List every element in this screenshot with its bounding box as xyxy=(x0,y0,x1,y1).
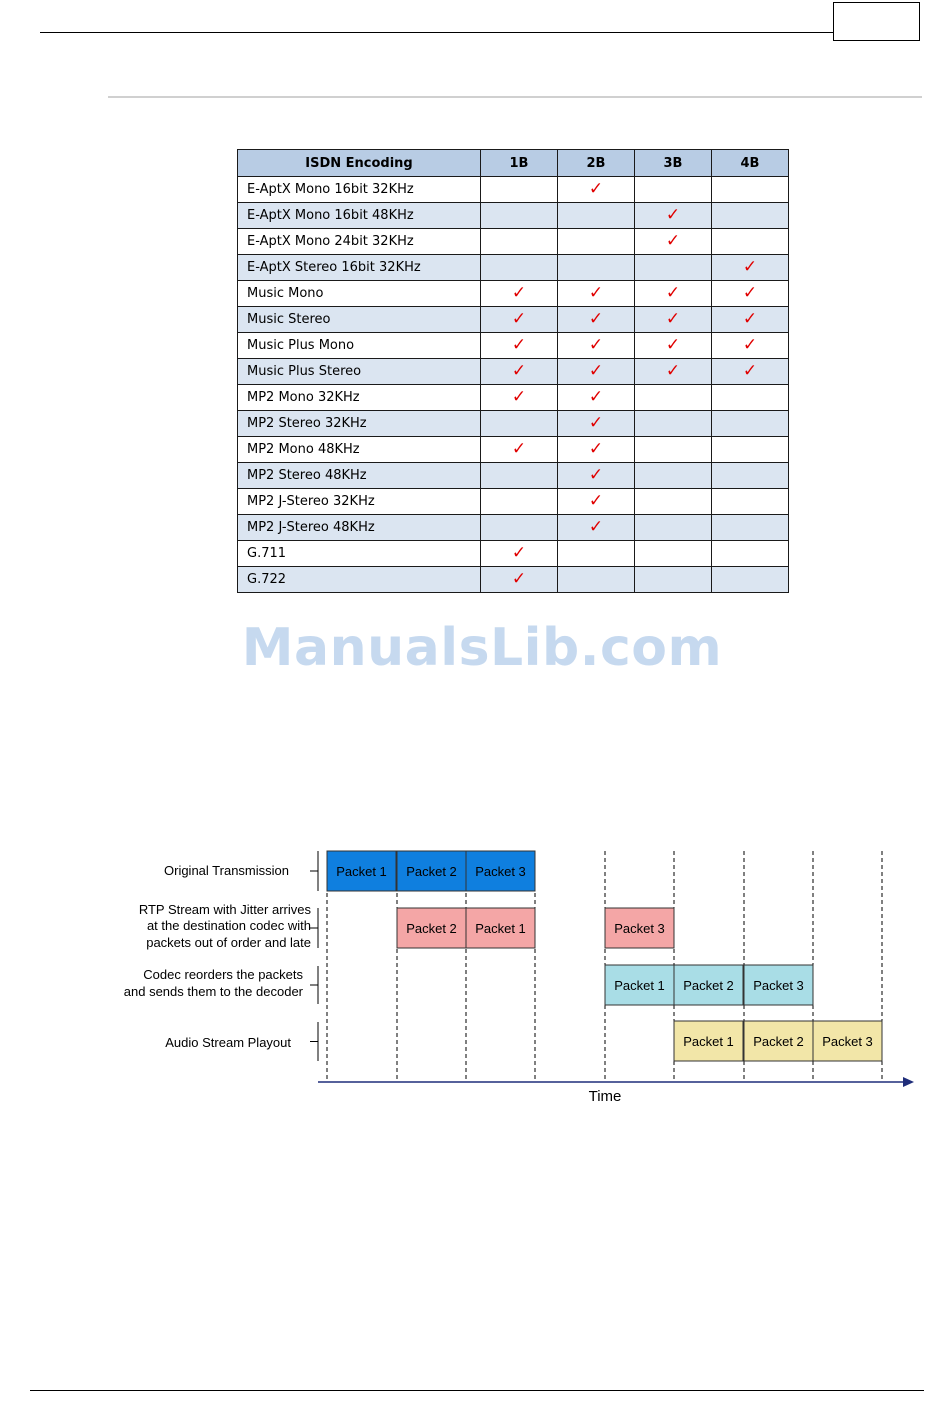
encoding-name: MP2 Stereo 32KHz xyxy=(238,411,481,437)
check-icon: ✓ xyxy=(588,491,604,511)
encoding-name: E-AptX Mono 16bit 48KHz xyxy=(238,203,481,229)
check-icon: ✓ xyxy=(588,517,604,537)
check-icon: ✓ xyxy=(742,309,758,329)
time-axis-arrow-icon xyxy=(903,1077,914,1087)
check-icon: ✓ xyxy=(742,361,758,381)
diagram-row-label: Audio Stream Playout xyxy=(165,1035,291,1050)
check-icon: ✓ xyxy=(588,309,604,329)
check-icon: ✓ xyxy=(742,257,758,277)
encoding-name: MP2 Stereo 48KHz xyxy=(238,463,481,489)
check-icon: ✓ xyxy=(588,387,604,407)
check-icon: ✓ xyxy=(588,439,604,459)
packet-label: Packet 2 xyxy=(753,1034,804,1049)
packet-label: Packet 1 xyxy=(475,921,526,936)
diagram-row-label: packets out of order and late xyxy=(146,935,311,950)
check-icon: ✓ xyxy=(588,283,604,303)
check-icon: ✓ xyxy=(588,465,604,485)
packet-label: Packet 3 xyxy=(475,864,526,879)
packet-label: Packet 1 xyxy=(614,978,665,993)
diagram-row-label: Codec reorders the packets xyxy=(143,967,303,982)
packet-label: Packet 1 xyxy=(683,1034,734,1049)
encoding-name: Music Stereo xyxy=(238,307,481,333)
check-icon: ✓ xyxy=(511,335,527,355)
check-icon: ✓ xyxy=(511,361,527,381)
diagram-row-label: Original Transmission xyxy=(164,863,289,878)
encoding-name: G.711 xyxy=(238,541,481,567)
header-4b: 4B xyxy=(712,150,789,177)
check-icon: ✓ xyxy=(511,387,527,407)
diagram-row-label: RTP Stream with Jitter arrives xyxy=(138,902,311,917)
check-icon: ✓ xyxy=(511,309,527,329)
encoding-name: E-AptX Stereo 16bit 32KHz xyxy=(238,255,481,281)
time-axis xyxy=(318,1077,914,1105)
check-icon: ✓ xyxy=(511,569,527,589)
encoding-name: Music Mono xyxy=(238,281,481,307)
diagram-row-labels xyxy=(124,851,318,1061)
check-icon: ✓ xyxy=(665,231,681,251)
packet-label: Packet 3 xyxy=(614,921,665,936)
check-icon: ✓ xyxy=(665,283,681,303)
encoding-name: Music Plus Mono xyxy=(238,333,481,359)
encoding-name: E-AptX Mono 24bit 32KHz xyxy=(238,229,481,255)
check-icon: ✓ xyxy=(588,335,604,355)
row-bracket xyxy=(310,966,318,1004)
encoding-name: G.722 xyxy=(238,567,481,593)
check-icon: ✓ xyxy=(665,205,681,225)
diagram-row-label: and sends them to the decoder xyxy=(123,984,303,999)
row-bracket xyxy=(310,1022,318,1061)
encoding-name: MP2 Mono 32KHz xyxy=(238,385,481,411)
check-icon: ✓ xyxy=(511,283,527,303)
encoding-name: E-AptX Mono 16bit 32KHz xyxy=(238,177,481,203)
packet-label: Packet 2 xyxy=(406,921,457,936)
diagram-row-label: at the destination codec with xyxy=(146,918,311,933)
packet-label: Packet 3 xyxy=(822,1034,873,1049)
check-icon: ✓ xyxy=(665,309,681,329)
header-1b: 1B xyxy=(481,150,558,177)
encoding-name: Music Plus Stereo xyxy=(238,359,481,385)
row-bracket xyxy=(310,851,318,891)
packet-label: Packet 3 xyxy=(753,978,804,993)
watermark: ManualsLib.com xyxy=(241,618,723,678)
encoding-name: MP2 J-Stereo 48KHz xyxy=(238,515,481,541)
check-icon: ✓ xyxy=(588,179,604,199)
packet-label: Packet 2 xyxy=(406,864,457,879)
header-3b: 3B xyxy=(635,150,712,177)
check-icon: ✓ xyxy=(588,413,604,433)
check-icon: ✓ xyxy=(742,283,758,303)
check-icon: ✓ xyxy=(511,543,527,563)
footer-rule xyxy=(30,1390,924,1391)
encoding-name: MP2 J-Stereo 32KHz xyxy=(238,489,481,515)
check-icon: ✓ xyxy=(511,439,527,459)
encoding-name: MP2 Mono 48KHz xyxy=(238,437,481,463)
packet-label: Packet 2 xyxy=(683,978,734,993)
packet-label: Packet 1 xyxy=(336,864,387,879)
check-icon: ✓ xyxy=(588,361,604,381)
header-2b: 2B xyxy=(558,150,635,177)
row-bracket xyxy=(310,908,318,948)
time-axis-label: Time xyxy=(588,1088,622,1105)
check-icon: ✓ xyxy=(665,335,681,355)
check-icon: ✓ xyxy=(665,361,681,381)
header-isdn-encoding: ISDN Encoding xyxy=(238,150,481,177)
check-icon: ✓ xyxy=(742,335,758,355)
